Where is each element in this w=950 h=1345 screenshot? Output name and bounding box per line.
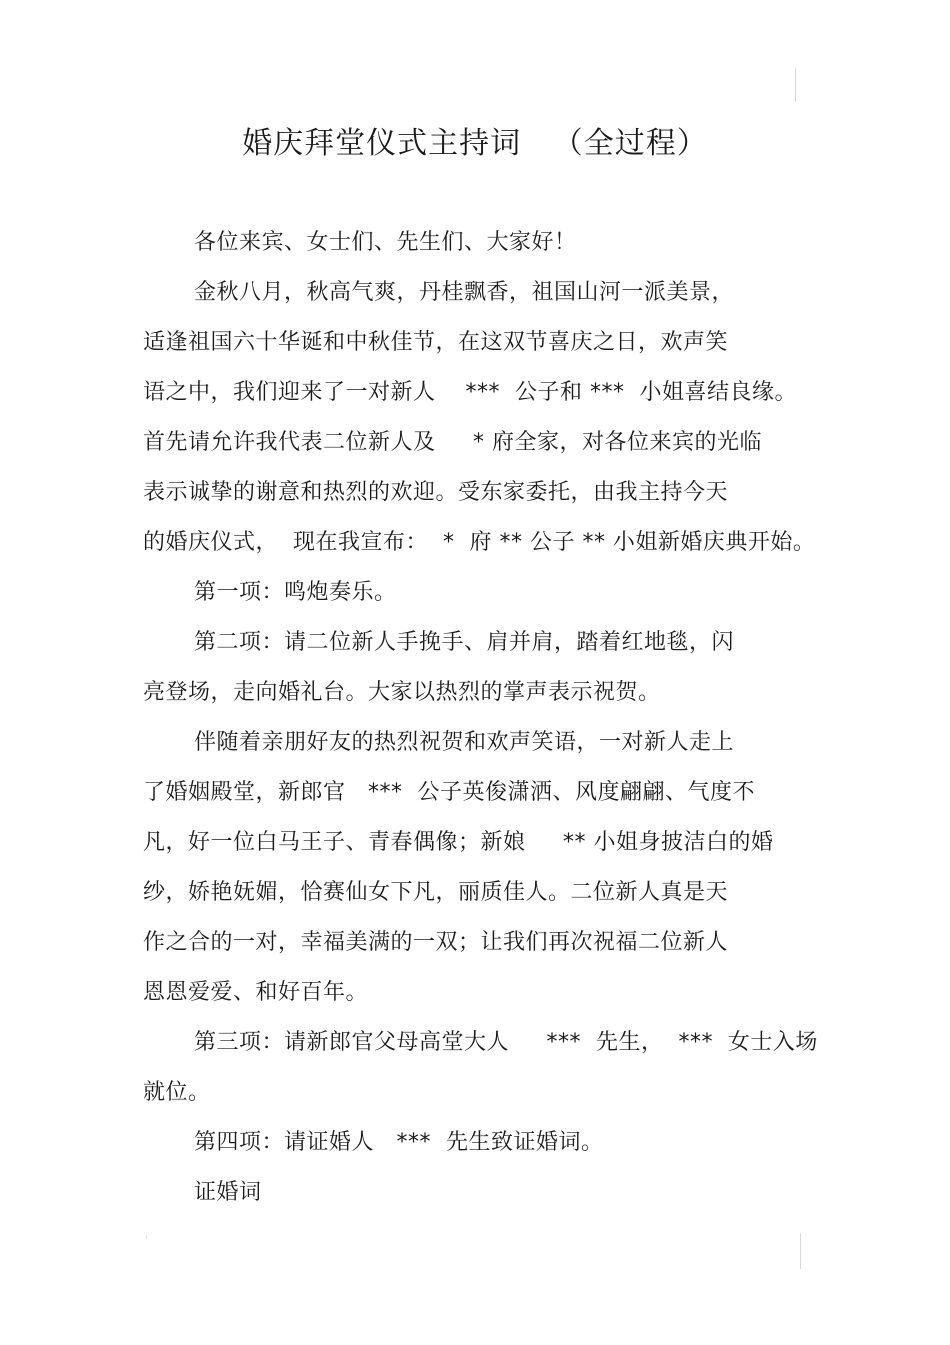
body-line: 金秋八月，秋高气爽，丹桂飘香，祖国山河一派美景， xyxy=(194,280,735,305)
body-line: 纱，娇艳妩媚，恰赛仙女下凡，丽质佳人。二位新人真是天 xyxy=(143,880,729,905)
body-line: 表示诚挚的谢意和热烈的欢迎。受东家委托，由我主持今天 xyxy=(143,480,729,505)
body-line: 第二项：请二位新人手挽手、肩并肩，踏着红地毯，闪 xyxy=(194,630,735,655)
body-line: 的婚庆仪式， 现在我宣布： * 府 ** 公子 ** 小姐新婚庆典开始。 xyxy=(143,530,816,555)
body-line: 各位来宾、女士们、先生们、大家好！ xyxy=(194,230,577,255)
body-line: 证婚词 xyxy=(194,1180,262,1205)
page-corner-mark xyxy=(146,1235,147,1239)
body-line: 凡，好一位白马王子、青春偶像；新娘 ** 小姐身披洁白的婚 xyxy=(143,830,774,855)
body-line: 伴随着亲朋好友的热烈祝贺和欢声笑语，一对新人走上 xyxy=(194,730,735,755)
body-line: 第一项：鸣炮奏乐。 xyxy=(194,580,397,605)
body-line: 首先请允许我代表二位新人及 * 府全家，对各位来宾的光临 xyxy=(143,430,762,455)
document-body xyxy=(143,218,818,1218)
body-line: 语之中，我们迎来了一对新人 *** 公子和 *** 小姐喜结良缘。 xyxy=(143,380,797,405)
body-line: 就位。 xyxy=(143,1080,211,1105)
body-line: 作之合的一对，幸福美满的一双；让我们再次祝福二位新人 xyxy=(143,930,729,955)
body-line: 适逢祖国六十华诞和中秋佳节，在这双节喜庆之日，欢声笑 xyxy=(143,330,729,355)
body-line: 了婚姻殿堂，新郎官 *** 公子英俊潇洒、风度翩翩、气度不 xyxy=(143,780,755,805)
page-corner-mark xyxy=(795,68,796,102)
body-line: 亮登场，走向婚礼台。大家以热烈的掌声表示祝贺。 xyxy=(143,680,661,705)
body-line: 第四项：请证婚人 *** 先生致证婚词。 xyxy=(194,1130,604,1155)
body-line: 恩恩爱爱、和好百年。 xyxy=(143,980,369,1005)
body-line: 第三项：请新郎官父母高堂大人 *** 先生， *** 女士入场 xyxy=(194,1030,818,1055)
page-corner-mark xyxy=(800,1233,801,1269)
document-title: 婚庆拜堂仪式主持词 （全过程） xyxy=(242,126,708,161)
